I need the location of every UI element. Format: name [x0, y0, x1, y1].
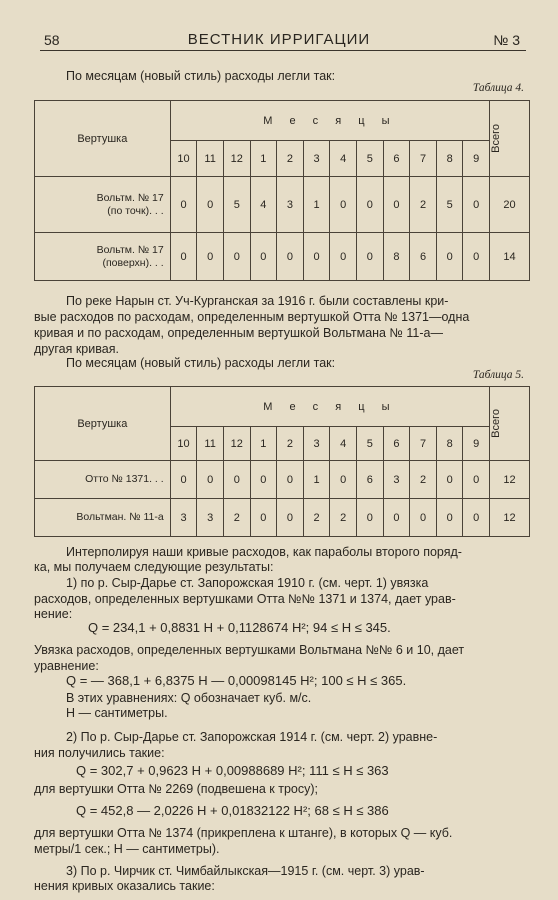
month-cell: 6	[383, 141, 410, 177]
table-row	[35, 499, 530, 537]
row-label: Вольтман. № 11-а	[35, 499, 171, 537]
value-cell: 3	[383, 461, 410, 499]
row-label-line: (поверхн). . .	[102, 256, 164, 269]
para-voltman-2: уравнение:	[34, 659, 99, 673]
row-label-line: (по точк). . .	[107, 204, 164, 217]
table-4-total-header: Всего	[490, 124, 503, 153]
value-cell: 3	[197, 499, 224, 537]
row-label	[35, 233, 171, 281]
month-cell: 10	[170, 427, 197, 461]
month-cell: 11	[197, 427, 224, 461]
total-cell: 20	[490, 177, 530, 233]
value-cell: 0	[170, 233, 197, 281]
para-chirchik-1: 3) По р. Чирчик ст. Чимбайлыкская—1915 г. (см. черт. 3) урав-	[66, 864, 425, 878]
month-cell: 1	[250, 141, 277, 177]
para-interp-5: нение:	[34, 607, 73, 621]
value-cell: 0	[197, 461, 224, 499]
table-4-months-header: М е с я ц ы	[170, 101, 489, 141]
row-label-line: Вольтм. № 17	[96, 243, 164, 256]
para-voltman-1: Увязка расходов, определенных вертушками Вольтмана №№ 6 и 10, дает	[34, 643, 465, 657]
row-label-line: Вольтм. № 17	[96, 191, 164, 204]
para-months-intro-2: По месяцам (новый стиль) расходы легли так:	[66, 356, 336, 370]
table-5-caption: Таблица 5.	[472, 369, 524, 381]
para-naryn-3: кривая и по расходам, определенным вертушкой Вольтмана № 11-а—	[34, 326, 443, 340]
month-cell: 6	[383, 427, 410, 461]
value-cell: 0	[463, 461, 490, 499]
month-cell: 1	[250, 427, 277, 461]
value-cell: 3	[277, 177, 304, 233]
value-cell: 0	[250, 233, 277, 281]
value-cell: 0	[357, 233, 384, 281]
value-cell: 0	[436, 461, 463, 499]
value-cell: 0	[463, 177, 490, 233]
value-cell: 0	[277, 499, 304, 537]
value-cell: 0	[250, 499, 277, 537]
value-cell: 0	[170, 177, 197, 233]
para-naryn-4: другая кривая.	[34, 342, 119, 356]
para-interp-3: 1) по р. Сыр-Дарье ст. Запорожская 1910 г. (см. черт. 1) увязка	[66, 576, 429, 590]
para-interp-1: Интерполируя наши кривые расходов, как параболы второго поряд-	[66, 545, 462, 559]
table-row	[35, 233, 530, 281]
value-cell: 2	[330, 499, 357, 537]
value-cell: 0	[330, 177, 357, 233]
para-months-intro-1: По месяцам (новый стиль) расходы легли так:	[66, 69, 336, 83]
value-cell: 0	[410, 499, 437, 537]
value-cell: 0	[463, 233, 490, 281]
value-cell: 6	[410, 233, 437, 281]
table-4-meter-header: Вертушка	[35, 101, 171, 177]
month-cell: 4	[330, 141, 357, 177]
month-cell: 9	[463, 141, 490, 177]
month-cell: 5	[357, 427, 384, 461]
para-units-2: H — сантиметры.	[66, 706, 168, 720]
value-cell: 0	[250, 461, 277, 499]
month-cell: 8	[436, 141, 463, 177]
value-cell: 1	[303, 177, 330, 233]
issue-number: № 3	[493, 32, 520, 48]
value-cell: 1	[303, 461, 330, 499]
row-label	[35, 177, 171, 233]
value-cell: 2	[410, 177, 437, 233]
table-5-meter-header: Вертушка	[35, 387, 171, 461]
table-5-total-header-cell	[490, 387, 530, 461]
month-cell: 11	[197, 141, 224, 177]
value-cell: 0	[463, 499, 490, 537]
equation-2: Q = — 368,1 + 6,8375 H — 0,00098145 H²; 100 ≤ H ≤ 365.	[66, 673, 407, 688]
month-cell: 2	[277, 427, 304, 461]
month-cell: 3	[303, 427, 330, 461]
month-cell: 10	[170, 141, 197, 177]
value-cell: 0	[383, 499, 410, 537]
para-naryn-2: вые расходов по расходам, определенным вертушкой Отта № 1371—одна	[34, 310, 470, 324]
value-cell: 0	[330, 461, 357, 499]
header-rule	[40, 50, 526, 51]
table-4-total-header-cell	[490, 101, 530, 177]
equation-4: Q = 452,8 — 2,0226 H + 0,01832122 H²; 68 ≤ H ≤ 386	[76, 803, 389, 818]
equation-1: Q = 234,1 + 0,8831 H + 0,1128674 H²; 94 ≤ H ≤ 345.	[88, 620, 391, 635]
value-cell: 0	[357, 499, 384, 537]
month-cell: 3	[303, 141, 330, 177]
journal-title: ВЕСТНИК ИРРИГАЦИИ	[187, 31, 371, 48]
value-cell: 0	[197, 177, 224, 233]
value-cell: 0	[223, 461, 250, 499]
value-cell: 0	[436, 499, 463, 537]
page-number: 58	[44, 32, 60, 48]
value-cell: 5	[223, 177, 250, 233]
month-cell: 2	[277, 141, 304, 177]
value-cell: 4	[250, 177, 277, 233]
para-meter-2269: для вертушки Отта № 2269 (подвешена к тросу);	[34, 782, 319, 796]
value-cell: 2	[410, 461, 437, 499]
value-cell: 0	[383, 177, 410, 233]
month-cell: 8	[436, 427, 463, 461]
para-interp-2: ка, мы получаем следующие результаты:	[34, 560, 274, 574]
total-cell: 12	[490, 461, 530, 499]
para-units-1: В этих уравнениях: Q обозначает куб. м/с.	[66, 691, 312, 705]
para-naryn-1: По реке Нарын ст. Уч-Курганская за 1916 г. были составлены кри-	[66, 294, 449, 308]
month-cell: 4	[330, 427, 357, 461]
value-cell: 0	[330, 233, 357, 281]
value-cell: 8	[383, 233, 410, 281]
month-cell: 7	[410, 141, 437, 177]
value-cell: 0	[170, 461, 197, 499]
month-cell: 9	[463, 427, 490, 461]
month-cell: 12	[223, 141, 250, 177]
para-meter-1374-2: метры/1 сек.; H — сантиметры).	[34, 842, 220, 856]
value-cell: 5	[436, 177, 463, 233]
value-cell: 0	[357, 177, 384, 233]
value-cell: 0	[277, 233, 304, 281]
table-row	[35, 461, 530, 499]
running-header	[0, 30, 558, 50]
table-row	[35, 177, 530, 233]
value-cell: 6	[357, 461, 384, 499]
value-cell: 0	[303, 233, 330, 281]
table-4	[34, 100, 530, 281]
value-cell: 2	[223, 499, 250, 537]
total-cell: 14	[490, 233, 530, 281]
table-5-months-header: М е с я ц ы	[170, 387, 489, 427]
value-cell: 0	[223, 233, 250, 281]
month-cell: 7	[410, 427, 437, 461]
equation-3: Q = 302,7 + 0,9623 H + 0,00988689 H²; 111 ≤ H ≤ 363	[76, 763, 389, 778]
para-1914-2: ния получились такие:	[34, 746, 165, 760]
para-interp-4: расходов, определенных вертушками Отта №№ 1371 и 1374, дает урав-	[34, 592, 456, 606]
table-5-total-header: Всего	[490, 409, 503, 438]
para-meter-1374-1: для вертушки Отта № 1374 (прикреплена к штанге), в которых Q — куб.	[34, 826, 453, 840]
month-cell: 5	[357, 141, 384, 177]
table-4-caption: Таблица 4.	[472, 82, 524, 94]
para-chirchik-2: нения кривых оказались такие:	[34, 879, 215, 893]
value-cell: 2	[303, 499, 330, 537]
row-label: Отто № 1371. . .	[35, 461, 171, 499]
table-5	[34, 386, 530, 537]
total-cell: 12	[490, 499, 530, 537]
value-cell: 0	[277, 461, 304, 499]
month-cell: 12	[223, 427, 250, 461]
para-1914-1: 2) По р. Сыр-Дарье ст. Запорожская 1914 г. (см. черт. 2) уравне-	[66, 730, 438, 744]
value-cell: 3	[170, 499, 197, 537]
value-cell: 0	[197, 233, 224, 281]
value-cell: 0	[436, 233, 463, 281]
